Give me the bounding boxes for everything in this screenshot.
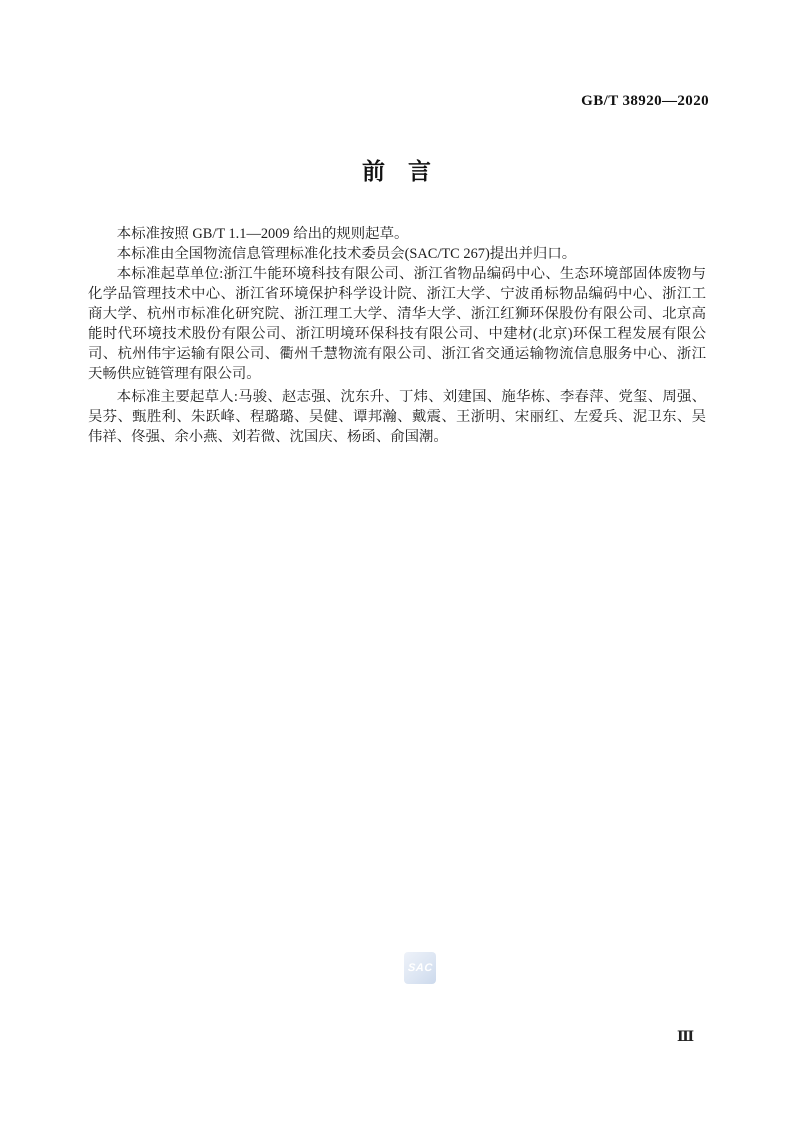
page-number: Ⅲ: [677, 1030, 695, 1045]
paragraph-main-drafters: 本标准主要起草人:马骏、赵志强、沈东升、丁炜、刘建国、施华栋、李春萍、党玺、周强、吴芬、甄胜利、朱跃峰、程璐璐、吴健、谭邦瀚、戴震、王浙明、宋丽红、左爱兵、泥卫东、吴伟祥、佟强、余小燕、刘若微、沈国庆、杨函、俞国潮。: [88, 389, 706, 445]
paragraph-drafting-rules: 本标准按照 GB/T 1.1—2009 给出的规则起草。: [116, 226, 409, 242]
paragraph-committee: 本标准由全国物流信息管理标准化技术委员会(SAC/TC 267)提出并归口。: [116, 246, 577, 262]
page-title: 前 言: [362, 159, 431, 184]
foreword-body: [88, 224, 706, 447]
paragraph-drafting-organizations: 本标准起草单位:浙江牛能环境科技有限公司、浙江省物品编码中心、生态环境部固体废物与化学品管理技术中心、浙江省环境保护科学设计院、浙江大学、宁波甬标物品编码中心、浙江工商大学、杭州市标准化研究院、浙江理工大学、清华大学、浙江红狮环保股份有限公司、北京高能时代环境技术股份有限公司、浙江明境环保科技有限公司、中建材(北京)环保工程发展有限公司、杭州伟宇运输有限公司、衢州千慧物流有限公司、浙江省交通运输物流信息服务中心、浙江天畅供应链管理有限公司。: [88, 266, 706, 382]
doc-number: GB/T 38920—2020: [581, 93, 709, 109]
sac-watermark-label: SAC: [407, 962, 433, 974]
sac-watermark: [404, 952, 436, 984]
